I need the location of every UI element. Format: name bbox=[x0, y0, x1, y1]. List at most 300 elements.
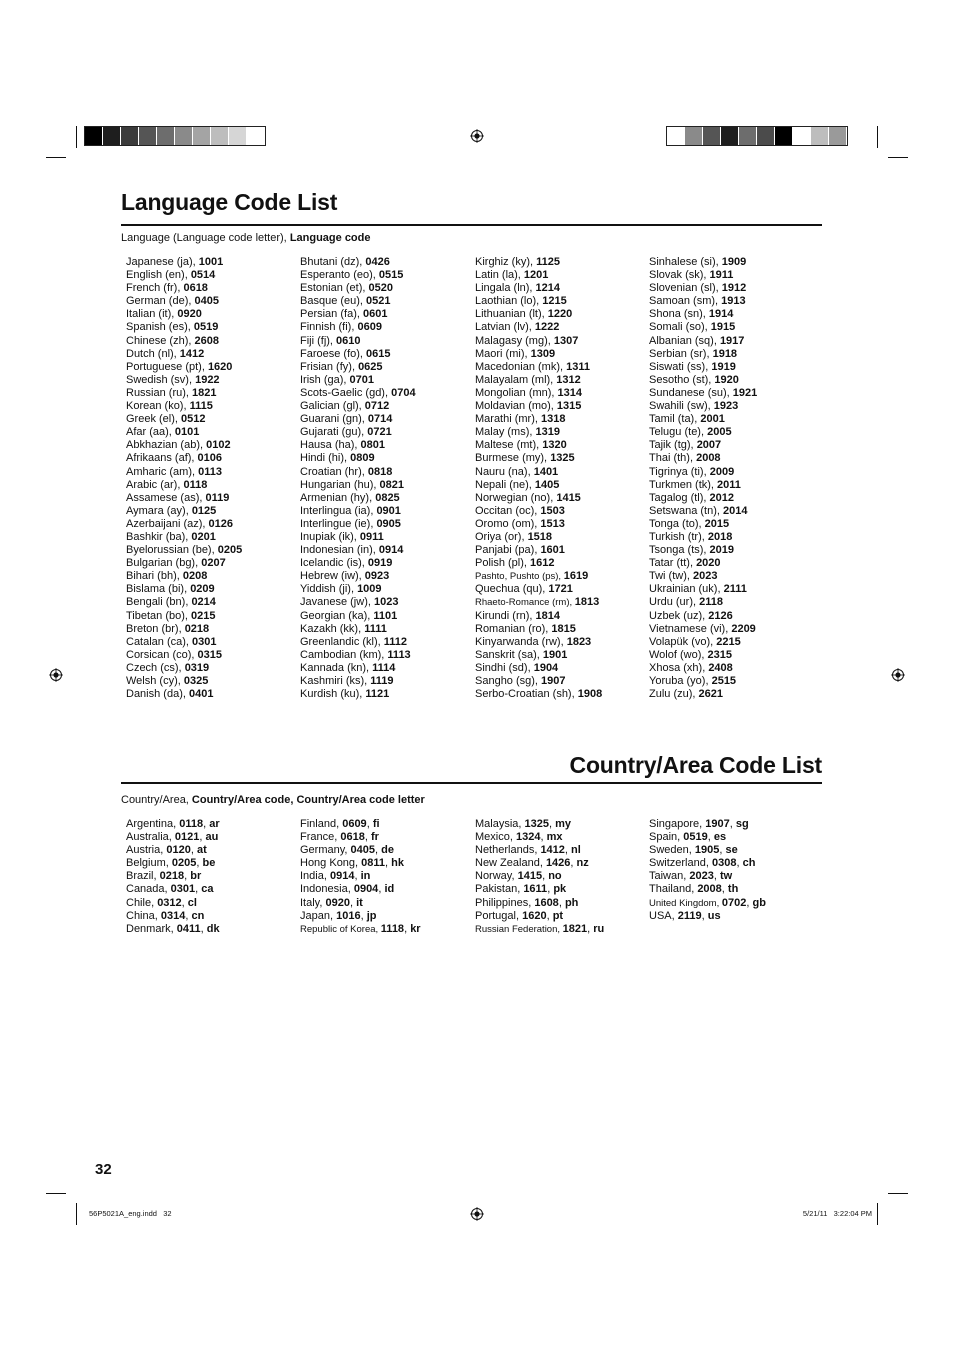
language-name: Occitan (oc), bbox=[475, 504, 541, 517]
country-code: 0811 bbox=[361, 857, 386, 870]
language-name: Breton (br), bbox=[126, 622, 185, 635]
language-entry bbox=[126, 505, 242, 518]
country-entry: India, 0914, in bbox=[300, 870, 371, 883]
language-name: Scots-Gaelic (gd), bbox=[300, 386, 392, 399]
country-letter: nz bbox=[576, 857, 589, 870]
language-code: 0701 bbox=[349, 373, 374, 386]
language-entry bbox=[126, 544, 242, 557]
language-entry bbox=[475, 374, 602, 387]
language-entry bbox=[126, 269, 242, 282]
language-entry bbox=[126, 492, 242, 505]
language-name: Macedonian (mk), bbox=[475, 360, 567, 373]
language-code: 1115 bbox=[189, 400, 213, 413]
country-name: Germany, bbox=[300, 844, 351, 857]
language-code: 0704 bbox=[391, 386, 416, 399]
language-code: 0512 bbox=[181, 413, 206, 426]
language-name: Armenian (hy), bbox=[300, 491, 376, 504]
language-code: 1220 bbox=[547, 308, 573, 321]
language-name: Sinhalese (si), bbox=[649, 256, 722, 268]
language-code: 1503 bbox=[540, 504, 565, 517]
language-code: 1201 bbox=[523, 269, 549, 282]
language-entry bbox=[126, 387, 242, 400]
country-name: Japan, bbox=[300, 909, 337, 922]
language-entry bbox=[649, 557, 757, 570]
language-code: 1815 bbox=[551, 622, 576, 635]
country-letter: au bbox=[205, 831, 219, 844]
language-name: Javanese (jw), bbox=[300, 596, 374, 609]
country-code: 0411 bbox=[176, 922, 201, 935]
language-entry bbox=[126, 426, 242, 439]
language-name: Siswati (ss), bbox=[649, 360, 712, 373]
language-code: 1901 bbox=[542, 648, 568, 661]
language-name: Polish (pl), bbox=[475, 557, 531, 570]
language-code: 0218 bbox=[184, 622, 210, 635]
language-code: 1908 bbox=[577, 688, 603, 701]
country-name: Mexico, bbox=[475, 831, 516, 844]
language-entry bbox=[475, 413, 602, 426]
language-entry bbox=[649, 596, 757, 609]
language-name: Mongolian (mn), bbox=[475, 386, 558, 399]
language-entry bbox=[126, 688, 242, 701]
language-code: 1405 bbox=[534, 478, 560, 491]
language-entry bbox=[475, 544, 602, 557]
country-letter: gb bbox=[752, 896, 766, 909]
language-code: 2009 bbox=[709, 465, 735, 478]
language-code: 1214 bbox=[535, 282, 561, 295]
language-code: 1325 bbox=[550, 452, 575, 465]
language-entry bbox=[649, 308, 757, 321]
footer-file-info: 56P5021A_eng.indd 32 bbox=[89, 1209, 172, 1218]
language-entry bbox=[649, 623, 757, 636]
language-entry bbox=[649, 636, 757, 649]
language-entry bbox=[300, 557, 416, 570]
language-name: Tatar (tt), bbox=[649, 557, 697, 570]
country-code: 0301 bbox=[170, 883, 196, 896]
language-name: Bulgarian (bg), bbox=[126, 557, 202, 570]
language-code: 1913 bbox=[721, 295, 746, 308]
country-name: Netherlands, bbox=[475, 844, 541, 857]
country-code: 0205 bbox=[171, 857, 197, 870]
language-code: 2007 bbox=[696, 439, 722, 452]
language-code: 2015 bbox=[704, 517, 730, 530]
language-name: Esperanto (eo), bbox=[300, 269, 379, 282]
language-name: Irish (ga), bbox=[300, 373, 350, 386]
country-letter: be bbox=[202, 857, 216, 870]
language-code: 0920 bbox=[177, 308, 202, 321]
language-code: 0625 bbox=[358, 360, 383, 373]
color-swatch bbox=[229, 127, 247, 145]
language-entry bbox=[649, 348, 757, 361]
language-entry bbox=[300, 321, 416, 334]
country-code: 0308 bbox=[711, 857, 737, 870]
country-entry: Germany, 0405, de bbox=[300, 844, 394, 857]
language-entry bbox=[475, 518, 602, 531]
language-entry bbox=[300, 479, 416, 492]
country-entry: Russian Federation, 1821, ru bbox=[475, 922, 605, 935]
language-name: Oriya (or), bbox=[475, 530, 528, 543]
country-code: 0904 bbox=[353, 883, 379, 896]
language-entry bbox=[649, 256, 757, 269]
language-name: Russian (ru), bbox=[126, 386, 193, 399]
language-code: 0601 bbox=[362, 308, 388, 321]
country-column bbox=[126, 818, 220, 936]
language-name: Zulu (zu), bbox=[649, 688, 699, 701]
language-name: Kirundi (rn), bbox=[475, 609, 536, 622]
language-code: 1111 bbox=[364, 622, 387, 635]
country-entry: New Zealand, 1426, nz bbox=[475, 857, 589, 870]
language-code: 0905 bbox=[376, 517, 401, 530]
language-entry bbox=[649, 439, 757, 452]
crop-mark bbox=[877, 1203, 878, 1225]
language-code: 1914 bbox=[708, 308, 734, 321]
country-code: 0118 bbox=[179, 818, 204, 830]
language-code: 1112 bbox=[383, 635, 408, 648]
language-code: 1920 bbox=[714, 373, 739, 386]
language-name: Volapük (vo), bbox=[649, 635, 717, 648]
language-entry bbox=[300, 623, 416, 636]
language-subtitle-bold: Language code bbox=[289, 232, 371, 244]
language-code: 0519 bbox=[193, 321, 219, 334]
language-code: 0426 bbox=[365, 256, 390, 268]
language-entry bbox=[475, 269, 602, 282]
country-code: 0519 bbox=[683, 831, 708, 844]
country-code: 1412 bbox=[540, 844, 565, 857]
country-code: 0218 bbox=[159, 870, 185, 883]
language-name: Malagasy (mg), bbox=[475, 334, 554, 347]
country-letter: ph bbox=[564, 896, 579, 909]
color-swatch bbox=[667, 127, 685, 145]
language-entry bbox=[300, 256, 416, 269]
language-column bbox=[475, 256, 602, 701]
country-letter: se bbox=[725, 844, 738, 857]
language-name: Latin (la), bbox=[475, 269, 524, 282]
language-code: 1121 bbox=[365, 688, 390, 701]
language-code: 0125 bbox=[191, 504, 217, 517]
language-code: 0821 bbox=[379, 478, 404, 491]
language-code: 0405 bbox=[194, 295, 219, 308]
language-name: Malayalam (ml), bbox=[475, 373, 557, 386]
country-entry: Italy, 0920, it bbox=[300, 896, 363, 909]
language-code: 1518 bbox=[527, 530, 553, 543]
language-name: English (en), bbox=[126, 269, 191, 282]
country-entry: Thailand, 2008, th bbox=[649, 883, 739, 896]
language-code: 1620 bbox=[207, 360, 233, 373]
language-code: 0520 bbox=[368, 282, 393, 295]
page-number: 32 bbox=[95, 1161, 112, 1178]
crop-mark bbox=[46, 157, 66, 158]
language-name: Wolof (wo), bbox=[649, 648, 708, 661]
language-name: Kinyarwanda (rw), bbox=[475, 635, 567, 648]
language-code: 1320 bbox=[542, 439, 567, 452]
language-entry bbox=[300, 518, 416, 531]
language-code: 1915 bbox=[710, 321, 736, 334]
country-name: Portugal, bbox=[475, 909, 523, 922]
country-title-rule bbox=[121, 782, 822, 784]
country-code: 0609 bbox=[342, 818, 367, 830]
language-code: 1917 bbox=[719, 334, 745, 347]
language-code: 1001 bbox=[198, 256, 224, 268]
language-name: Tibetan (bo), bbox=[126, 609, 192, 622]
color-swatch bbox=[757, 127, 775, 145]
language-name: Maltese (mt), bbox=[475, 439, 543, 452]
language-name: Samoan (sm), bbox=[649, 295, 722, 308]
registration-mark-icon bbox=[470, 1207, 484, 1221]
country-code: 1620 bbox=[522, 909, 547, 922]
country-name: France, bbox=[300, 831, 341, 844]
language-name: Xhosa (xh), bbox=[649, 661, 709, 674]
language-name: Frisian (fy), bbox=[300, 360, 359, 373]
country-code: 1608 bbox=[534, 896, 559, 909]
color-swatch bbox=[211, 127, 229, 145]
language-name: Vietnamese (vi), bbox=[649, 622, 732, 635]
country-name: China, bbox=[126, 909, 161, 922]
language-entry bbox=[649, 583, 757, 596]
country-column bbox=[475, 818, 604, 936]
country-entry: Portugal, 1620, pt bbox=[475, 909, 564, 922]
language-entry bbox=[300, 583, 416, 596]
language-name: Oromo (om), bbox=[475, 517, 541, 530]
country-name: India, bbox=[300, 870, 330, 883]
country-letter: nl bbox=[571, 844, 581, 857]
country-name: New Zealand, bbox=[475, 857, 546, 870]
language-code: 0315 bbox=[197, 648, 223, 661]
language-entry bbox=[649, 335, 757, 348]
language-entry bbox=[475, 596, 602, 609]
country-entry: United Kingdom, 0702, gb bbox=[649, 896, 766, 909]
language-name: Hausa (ha), bbox=[300, 439, 361, 452]
language-column bbox=[126, 256, 242, 701]
country-code: 1821 bbox=[562, 922, 588, 935]
language-entry bbox=[126, 321, 242, 334]
language-entry bbox=[126, 413, 242, 426]
language-name: Czech (cs), bbox=[126, 661, 185, 674]
language-entry bbox=[649, 518, 757, 531]
language-name: Telugu (te), bbox=[649, 426, 708, 439]
language-code: 2215 bbox=[716, 635, 741, 648]
language-entry bbox=[300, 570, 416, 583]
country-code: 0312 bbox=[157, 896, 182, 909]
country-subtitle-text: Country/Area, bbox=[121, 794, 192, 806]
language-entry bbox=[300, 400, 416, 413]
country-name: Switzerland, bbox=[649, 857, 712, 870]
language-code: 1119 bbox=[370, 675, 394, 687]
country-code: 0121 bbox=[174, 831, 200, 844]
language-name: Hindi (hi), bbox=[300, 452, 351, 465]
language-name: Greenlandic (kl), bbox=[300, 635, 384, 648]
language-entry bbox=[475, 570, 602, 583]
language-entry bbox=[649, 374, 757, 387]
color-swatch bbox=[139, 127, 157, 145]
language-entry bbox=[300, 649, 416, 662]
language-name: Tonga (to), bbox=[649, 517, 705, 530]
language-name: Kurdish (ku), bbox=[300, 688, 366, 701]
language-code: 2001 bbox=[700, 413, 725, 426]
language-code: 0618 bbox=[183, 282, 208, 295]
color-swatch bbox=[685, 127, 703, 145]
country-name: Republic of Korea, bbox=[300, 923, 381, 935]
language-entry bbox=[300, 335, 416, 348]
language-code: 0514 bbox=[190, 269, 216, 282]
country-code: 0618 bbox=[340, 831, 365, 844]
language-code: 0714 bbox=[367, 413, 393, 426]
language-name: Sesotho (st), bbox=[649, 373, 715, 386]
language-name: Basque (eu), bbox=[300, 295, 367, 308]
language-entry bbox=[649, 662, 757, 675]
language-name: Slovenian (sl), bbox=[649, 282, 722, 295]
language-code: 1601 bbox=[540, 544, 565, 557]
color-swatch bbox=[811, 127, 829, 145]
country-name: Hong Kong, bbox=[300, 857, 362, 870]
language-name: Bengali (bn), bbox=[126, 596, 192, 609]
language-entry bbox=[300, 295, 416, 308]
language-name: Byelorussian (be), bbox=[126, 544, 218, 557]
language-code: 1907 bbox=[541, 675, 566, 687]
language-code: 0615 bbox=[366, 347, 391, 360]
language-entry bbox=[126, 374, 242, 387]
language-code: 0515 bbox=[378, 269, 404, 282]
language-entry bbox=[475, 623, 602, 636]
language-code: 2005 bbox=[707, 426, 732, 439]
country-letter: at bbox=[196, 844, 207, 857]
color-swatch bbox=[793, 127, 811, 145]
language-entry bbox=[126, 308, 242, 321]
country-code: 0405 bbox=[350, 844, 376, 857]
language-entry bbox=[126, 570, 242, 583]
language-name: Albanian (sq), bbox=[649, 334, 720, 347]
country-name: Denmark, bbox=[126, 922, 177, 935]
language-code: 2608 bbox=[194, 334, 219, 347]
country-name: Taiwan, bbox=[649, 870, 690, 883]
country-code: 0702 bbox=[721, 896, 747, 909]
language-name: Persian (fa), bbox=[300, 308, 363, 321]
country-letter: ch bbox=[742, 857, 756, 870]
language-name: Sangho (sg), bbox=[475, 675, 542, 687]
language-entry bbox=[300, 636, 416, 649]
country-entry: Australia, 0121, au bbox=[126, 831, 219, 844]
language-entry bbox=[300, 348, 416, 361]
language-entry bbox=[475, 387, 602, 400]
language-name: Latvian (lv), bbox=[475, 321, 535, 334]
language-entry bbox=[126, 439, 242, 452]
language-entry bbox=[126, 649, 242, 662]
language-name: Serbo-Croatian (sh), bbox=[475, 688, 578, 701]
language-code: 1922 bbox=[195, 373, 220, 386]
country-entry: Netherlands, 1412, nl bbox=[475, 844, 581, 857]
language-entry bbox=[475, 649, 602, 662]
country-letter: dk bbox=[206, 922, 220, 935]
language-entry bbox=[649, 531, 757, 544]
language-entry bbox=[300, 308, 416, 321]
language-code: 2019 bbox=[709, 544, 735, 557]
language-name: Pashto, Pushto (ps), bbox=[475, 571, 564, 583]
language-entry bbox=[126, 636, 242, 649]
language-name: Finnish (fi), bbox=[300, 321, 358, 334]
language-code: 1513 bbox=[540, 517, 565, 530]
language-code: 0521 bbox=[366, 295, 391, 308]
language-name: Georgian (ka), bbox=[300, 609, 374, 622]
country-name: Australia, bbox=[126, 831, 175, 844]
language-entry bbox=[649, 387, 757, 400]
language-code: 1312 bbox=[556, 373, 581, 386]
language-name: Panjabi (pa), bbox=[475, 544, 541, 557]
color-swatch bbox=[829, 127, 847, 145]
language-entry bbox=[475, 662, 602, 675]
language-entry bbox=[300, 387, 416, 400]
country-letter: ar bbox=[209, 818, 220, 830]
color-bar-left bbox=[84, 126, 266, 146]
language-code: 0205 bbox=[217, 544, 243, 557]
language-code: 1401 bbox=[533, 465, 559, 478]
country-name: Sweden, bbox=[649, 844, 695, 857]
crop-mark bbox=[76, 1203, 77, 1225]
language-name: Japanese (ja), bbox=[126, 256, 199, 268]
language-code: 0801 bbox=[360, 439, 386, 452]
language-name: Setswana (tn), bbox=[649, 504, 723, 517]
language-name: Corsican (co), bbox=[126, 648, 198, 661]
language-entry bbox=[649, 321, 757, 334]
language-entry bbox=[475, 610, 602, 623]
language-entry bbox=[649, 295, 757, 308]
language-name: Marathi (mr), bbox=[475, 413, 541, 426]
language-code: 1919 bbox=[711, 360, 736, 373]
language-entry bbox=[475, 400, 602, 413]
country-subtitle bbox=[121, 794, 425, 806]
language-name: Faroese (fo), bbox=[300, 347, 367, 360]
language-name: Abkhazian (ab), bbox=[126, 439, 207, 452]
language-entry bbox=[649, 649, 757, 662]
country-letter: mx bbox=[546, 831, 563, 844]
language-code: 2126 bbox=[708, 609, 733, 622]
country-column bbox=[649, 818, 766, 923]
language-entry bbox=[126, 623, 242, 636]
language-entry bbox=[649, 675, 757, 688]
language-entry bbox=[649, 492, 757, 505]
language-code: 1721 bbox=[548, 583, 573, 596]
language-code: 1412 bbox=[179, 347, 205, 360]
country-letter: pt bbox=[552, 909, 564, 922]
country-subtitle-bold: Country/Area code, Country/Area code letter bbox=[191, 794, 425, 806]
language-code: 1319 bbox=[535, 426, 560, 439]
footer-timestamp: 5/21/11 3:22:04 PM bbox=[802, 1209, 872, 1218]
country-title: Country/Area Code List bbox=[569, 752, 822, 778]
country-entry: Taiwan, 2023, tw bbox=[649, 870, 733, 883]
country-code: 1415 bbox=[517, 870, 543, 883]
language-name: Inupiak (ik), bbox=[300, 530, 360, 543]
color-bar-right bbox=[666, 126, 848, 146]
language-entry bbox=[300, 374, 416, 387]
language-entry bbox=[126, 335, 242, 348]
language-code: 2018 bbox=[707, 530, 733, 543]
language-name: Amharic (am), bbox=[126, 465, 199, 478]
language-entry bbox=[475, 675, 602, 688]
language-name: Hungarian (hu), bbox=[300, 478, 380, 491]
country-entry: Pakistan, 1611, pk bbox=[475, 883, 567, 896]
country-code: 0920 bbox=[325, 896, 350, 909]
language-code: 2209 bbox=[731, 622, 756, 635]
country-letter: cl bbox=[187, 896, 197, 909]
country-name: Chile, bbox=[126, 896, 158, 909]
language-entry bbox=[300, 531, 416, 544]
language-name: Tajik (tg), bbox=[649, 439, 697, 452]
country-entry: Switzerland, 0308, ch bbox=[649, 857, 756, 870]
country-code: 2119 bbox=[677, 909, 702, 922]
language-entry bbox=[475, 439, 602, 452]
language-code: 0825 bbox=[375, 491, 400, 504]
language-code: 1918 bbox=[712, 347, 738, 360]
country-code: 1611 bbox=[523, 883, 548, 896]
language-code: 0106 bbox=[197, 452, 223, 465]
country-name: USA, bbox=[649, 909, 678, 922]
